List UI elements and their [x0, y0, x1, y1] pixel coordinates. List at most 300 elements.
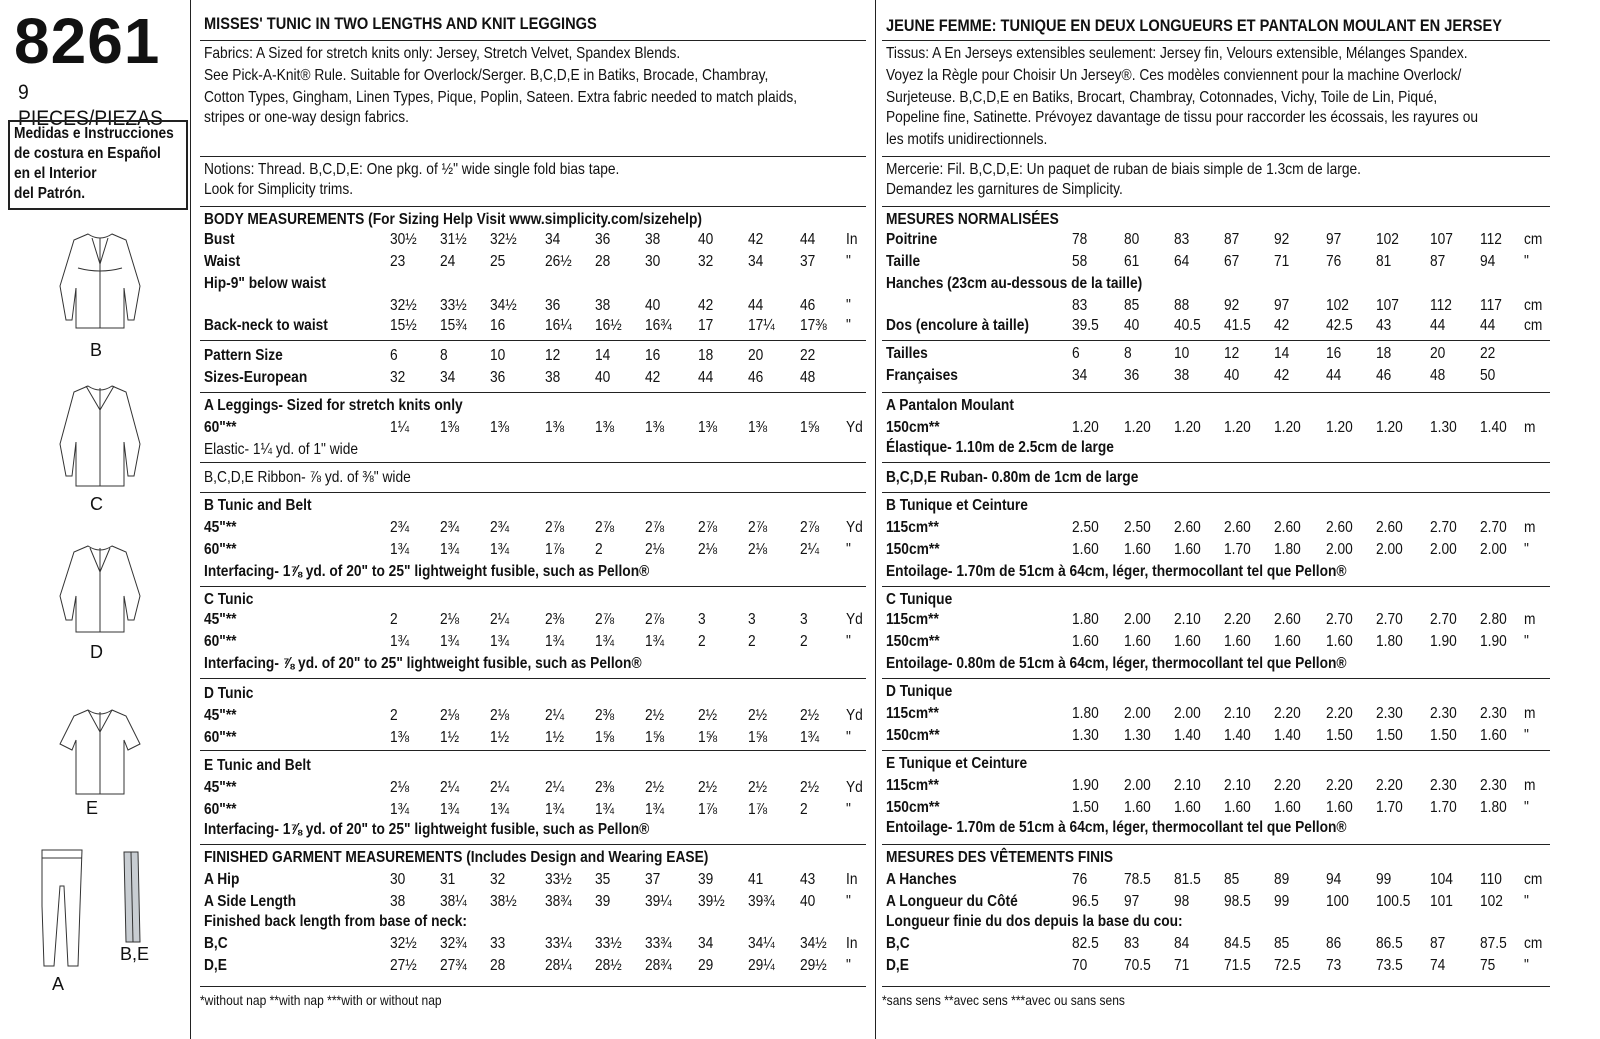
table-cell: 44	[1480, 317, 1496, 334]
table-cell: 89	[1274, 871, 1290, 888]
table-cell: 12	[1224, 345, 1240, 362]
pieces-count: 9 PIECES/PIEZAS	[18, 81, 163, 130]
table-cell: 2.70	[1326, 611, 1353, 628]
spanish-instructions-box	[8, 120, 188, 210]
table-cell: 1¾	[390, 633, 410, 650]
table-cell: 101	[1430, 893, 1453, 910]
table-cell: 1.90	[1072, 777, 1099, 794]
table-cell: 38	[645, 231, 661, 248]
table-cell: 81.5	[1174, 871, 1201, 888]
table-cell: 33½	[440, 297, 467, 314]
table-cell: 10	[1174, 345, 1190, 362]
table-cell: 71	[1174, 957, 1190, 974]
table-cell: 1.50	[1326, 727, 1353, 744]
table-cell: 2⅞	[545, 519, 565, 536]
unit-label: cm	[1524, 231, 1543, 248]
table-row	[882, 892, 1550, 912]
table-cell: 37	[645, 871, 661, 888]
table-cell: 107	[1430, 231, 1453, 248]
table-cell: 1.60	[1274, 799, 1301, 816]
table-cell: 97	[1274, 297, 1290, 314]
table-cell: 33¾	[645, 935, 672, 952]
table-cell: 38	[595, 297, 611, 314]
table-cell: 99	[1274, 893, 1290, 910]
unit-label: "	[846, 729, 851, 746]
fr-e-title: E Tunique et Ceinture	[886, 755, 1028, 772]
row-label: A Side Length	[204, 893, 296, 910]
table-cell: 28½	[595, 957, 622, 974]
table-cell: 2.20	[1224, 611, 1251, 628]
view-e-label: E	[86, 798, 99, 818]
table-cell: 2.30	[1376, 705, 1403, 722]
table-cell: 1¾	[390, 801, 410, 818]
table-cell: 1.60	[1124, 799, 1151, 816]
table-cell: 34¼	[748, 935, 775, 952]
fr-c-interfacing: Entoilage- 0.80m de 51cm à 64cm, léger, thermocollant tel que Pellon®	[886, 655, 1347, 672]
table-cell: 1.40	[1274, 727, 1301, 744]
fr-ribbon: B,C,D,E Ruban- 0.80m de 1cm de large	[886, 469, 1139, 486]
view-d-label: D	[90, 642, 103, 662]
table-cell: 87	[1430, 935, 1446, 952]
table-cell: 8	[1124, 345, 1132, 362]
spanish-line-3: en el Interior	[14, 165, 97, 182]
table-cell: 2.00	[1174, 705, 1201, 722]
table-cell: 2½	[748, 779, 768, 796]
table-cell: 84	[1174, 935, 1190, 952]
en-title: MISSES' TUNIC IN TWO LENGTHS AND KNIT LEGGINGS	[204, 14, 597, 33]
table-cell: 81	[1376, 253, 1392, 270]
table-cell: 61	[1124, 253, 1140, 270]
table-cell: 14	[1274, 345, 1290, 362]
table-cell: 2¼	[800, 541, 820, 558]
table-cell: 16¾	[645, 317, 672, 334]
table-cell: 2.20	[1274, 777, 1301, 794]
table-cell: 22	[800, 347, 816, 364]
table-cell: 1⅜	[440, 419, 460, 436]
table-cell: 44	[800, 231, 816, 248]
table-cell: 16	[1326, 345, 1342, 362]
table-cell: 2.00	[1430, 541, 1457, 558]
table-cell: 30	[645, 253, 661, 270]
table-cell: 38½	[490, 893, 517, 910]
table-cell: 33¼	[545, 935, 572, 952]
table-cell: 92	[1274, 231, 1290, 248]
table-cell: 32½	[490, 231, 517, 248]
table-row	[882, 610, 1550, 630]
table-cell: 39	[698, 871, 714, 888]
table-cell: 3	[748, 611, 756, 628]
table-cell: 1⅜	[545, 419, 565, 436]
table-cell: 2	[390, 611, 398, 628]
table-cell: 2½	[800, 779, 820, 796]
table-cell: 18	[1376, 345, 1392, 362]
view-be-belt-sketch	[120, 850, 144, 946]
table-cell: 76	[1326, 253, 1342, 270]
table-row	[882, 798, 1550, 818]
fr-title: JEUNE FEMME: TUNIQUE EN DEUX LONGUEURS ET PANTALON MOULANT EN JERSEY	[886, 16, 1502, 35]
unit-label: "	[1524, 541, 1529, 558]
table-cell: 46	[1376, 367, 1392, 384]
fr-notions-2: Demandez les garnitures de Simplicity.	[886, 181, 1123, 198]
table-cell: 1.50	[1072, 799, 1099, 816]
table-cell: 40	[1224, 367, 1240, 384]
table-row	[882, 344, 1550, 364]
table-cell: 2.60	[1376, 519, 1403, 536]
table-cell: 41	[748, 871, 764, 888]
en-body-table	[200, 230, 866, 342]
fr-body-table	[882, 230, 1550, 342]
table-cell: 1.60	[1326, 633, 1353, 650]
table-cell: 1.60	[1224, 633, 1251, 650]
unit-label: "	[846, 541, 851, 558]
table-row	[200, 540, 866, 560]
table-cell: 84.5	[1224, 935, 1251, 952]
table-cell: 1.70	[1224, 541, 1251, 558]
table-cell: 1⅝	[645, 729, 665, 746]
table-cell: 86.5	[1376, 935, 1403, 952]
table-cell: 43	[1376, 317, 1392, 334]
table-cell: 1¾	[440, 801, 460, 818]
table-cell: 1⅜	[490, 419, 510, 436]
table-cell: 41.5	[1224, 317, 1251, 334]
unit-label: Yd	[846, 611, 863, 628]
table-cell: 30	[390, 871, 406, 888]
fr-fabrics-5: les motifs unidirectionnels.	[886, 131, 1048, 148]
table-cell: 2.60	[1274, 519, 1301, 536]
table-cell: 67	[1224, 253, 1240, 270]
table-cell: 2.60	[1326, 519, 1353, 536]
table-cell: 2.00	[1480, 541, 1507, 558]
table-cell: 1½	[545, 729, 565, 746]
row-label: 150cm**	[886, 799, 940, 816]
table-cell: 33½	[595, 935, 622, 952]
table-cell: 72.5	[1274, 957, 1301, 974]
table-cell: 1⅜	[595, 419, 615, 436]
table-cell: 2.10	[1224, 777, 1251, 794]
table-cell: 71.5	[1224, 957, 1251, 974]
table-cell: 1.90	[1480, 633, 1507, 650]
table-cell: 33½	[545, 871, 572, 888]
table-cell: 40	[800, 893, 816, 910]
table-cell: 12	[545, 347, 561, 364]
table-cell: 102	[1326, 297, 1349, 314]
unit-label: m	[1524, 419, 1536, 436]
table-cell: 2½	[645, 707, 665, 724]
table-cell: 20	[1430, 345, 1446, 362]
en-a-leggings-title: A Leggings- Sized for stretch knits only	[204, 397, 463, 414]
table-cell: 2	[800, 801, 808, 818]
en-c-title: C Tunic	[204, 591, 254, 608]
unit-label: "	[846, 317, 851, 334]
table-cell: 10	[490, 347, 506, 364]
table-cell: 2.20	[1274, 705, 1301, 722]
table-cell: 2½	[800, 707, 820, 724]
spanish-line-4: del Patrón.	[14, 185, 86, 202]
table-cell: 23	[390, 253, 406, 270]
table-cell: 40.5	[1174, 317, 1201, 334]
fr-e-interfacing: Entoilage- 1.70m de 51cm à 64cm, léger, thermocollant tel que Pellon®	[886, 819, 1347, 836]
unit-label: Yd	[846, 419, 863, 436]
en-footnote: *without nap **with nap ***with or without nap	[200, 992, 442, 1008]
table-cell: 117	[1480, 297, 1502, 314]
row-label: Back-neck to waist	[204, 317, 328, 334]
table-cell: 87	[1430, 253, 1446, 270]
unit-label: "	[1524, 957, 1529, 974]
left-strip	[0, 0, 190, 1039]
table-cell: 2.70	[1430, 519, 1457, 536]
table-cell: 31½	[440, 231, 467, 248]
table-cell: 39	[595, 893, 611, 910]
table-row	[200, 316, 866, 336]
table-cell: 15½	[390, 317, 417, 334]
table-cell: 2	[595, 541, 603, 558]
table-row	[882, 632, 1550, 652]
table-row	[200, 632, 866, 652]
en-c-interfacing: Interfacing- ⅞ yd. of 20" to 25" lightweight fusible, such as Pellon®	[204, 655, 642, 672]
table-cell: 1¾	[545, 633, 565, 650]
table-cell: 2	[698, 633, 706, 650]
unit-label: cm	[1524, 317, 1543, 334]
en-fabrics-3: Cotton Types, Gingham, Linen Types, Pique, Poplin, Sateen. Extra fabric needed to match plaids,	[204, 89, 798, 106]
table-row	[200, 418, 866, 438]
unit-label: In	[846, 871, 858, 888]
table-cell: 1¾	[595, 801, 615, 818]
table-cell: 16	[645, 347, 661, 364]
table-cell: 32	[698, 253, 714, 270]
table-cell: 42	[645, 369, 661, 386]
table-cell: 2⅛	[645, 541, 665, 558]
fr-size-table	[882, 344, 1550, 388]
table-cell: 87	[1224, 231, 1240, 248]
en-e-interfacing: Interfacing- 1⅞ yd. of 20" to 25" lightweight fusible, such as Pellon®	[204, 821, 650, 838]
table-cell: 1.60	[1174, 633, 1201, 650]
unit-label: m	[1524, 777, 1536, 794]
table-cell: 1¾	[595, 633, 615, 650]
table-cell: 1¾	[490, 801, 510, 818]
table-cell: 64	[1174, 253, 1190, 270]
fr-footnote: *sans sens **avec sens ***avec ou sans sens	[882, 992, 1125, 1008]
unit-label: In	[846, 935, 858, 952]
en-notions-1: Notions: Thread. B,C,D,E: One pkg. of ½" wide single fold bias tape.	[204, 161, 620, 178]
unit-label: "	[846, 297, 851, 314]
table-row	[200, 870, 866, 890]
table-cell: 110	[1480, 871, 1502, 888]
row-label: 115cm**	[886, 611, 939, 628]
table-cell: 2.00	[1124, 611, 1151, 628]
table-cell: 1.20	[1124, 419, 1151, 436]
table-cell: 34	[440, 369, 456, 386]
table-cell: 2¼	[545, 779, 565, 796]
table-cell: 32½	[390, 297, 417, 314]
table-cell: 1.50	[1430, 727, 1457, 744]
table-cell: 28	[490, 957, 506, 974]
fr-b-interfacing: Entoilage- 1.70m de 51cm à 64cm, léger, thermocollant tel que Pellon®	[886, 563, 1347, 580]
table-cell: 36	[490, 369, 506, 386]
table-cell: 1¾	[490, 541, 510, 558]
table-cell: 97	[1124, 893, 1140, 910]
table-cell: 2.70	[1376, 611, 1403, 628]
row-label: Hanches (23cm au-dessous de la taille)	[886, 275, 1143, 292]
table-cell: 1½	[440, 729, 460, 746]
table-cell: 2¼	[440, 779, 460, 796]
table-cell: 2½	[698, 779, 718, 796]
table-cell: 2.70	[1430, 611, 1457, 628]
table-cell: 1.60	[1124, 541, 1151, 558]
table-cell: 48	[1430, 367, 1446, 384]
table-cell: 36	[595, 231, 611, 248]
row-label: Pattern Size	[204, 347, 283, 364]
table-cell: 1¾	[645, 633, 665, 650]
unit-label: "	[1524, 799, 1529, 816]
row-label: 115cm**	[886, 519, 939, 536]
table-row	[200, 296, 866, 316]
table-cell: 74	[1430, 957, 1446, 974]
table-cell: 2.00	[1376, 541, 1403, 558]
table-row	[200, 956, 866, 976]
table-cell: 2.00	[1326, 541, 1353, 558]
table-cell: 42	[1274, 367, 1290, 384]
unit-label: Yd	[846, 707, 863, 724]
row-label: 150cm**	[886, 633, 940, 650]
view-c-tunic-sketch	[52, 380, 148, 492]
table-cell: 48	[800, 369, 816, 386]
unit-label: "	[846, 957, 851, 974]
table-cell: 112	[1430, 297, 1452, 314]
unit-label: cm	[1524, 871, 1543, 888]
table-cell: 16¼	[545, 317, 572, 334]
table-cell: 8	[440, 347, 448, 364]
table-cell: 37	[800, 253, 816, 270]
table-cell: 26½	[545, 253, 572, 270]
table-cell: 100	[1326, 893, 1349, 910]
english-panel	[200, 0, 866, 1039]
unit-label: cm	[1524, 935, 1543, 952]
en-b-title: B Tunic and Belt	[204, 497, 312, 514]
row-label: Hip-9" below waist	[204, 275, 326, 292]
row-label: 150cm**	[886, 727, 940, 744]
table-cell: 42.5	[1326, 317, 1353, 334]
table-row	[882, 316, 1550, 336]
table-cell: 2.70	[1480, 519, 1507, 536]
table-row	[200, 706, 866, 726]
table-cell: 1.50	[1376, 727, 1403, 744]
table-cell: 42	[698, 297, 714, 314]
table-cell: 2.30	[1430, 777, 1457, 794]
table-cell: 83	[1124, 935, 1140, 952]
table-cell: 39½	[698, 893, 725, 910]
en-size-table	[200, 346, 866, 390]
table-row	[200, 230, 866, 250]
table-row	[882, 956, 1550, 976]
fr-finished-back: Longueur finie du dos depuis la base du cou:	[886, 913, 1183, 930]
table-cell: 1¾	[645, 801, 665, 818]
en-e-title: E Tunic and Belt	[204, 757, 311, 774]
table-row	[882, 870, 1550, 890]
french-panel	[882, 0, 1550, 1039]
table-cell: 82.5	[1072, 935, 1099, 952]
table-cell: 31	[440, 871, 456, 888]
table-cell: 40	[645, 297, 661, 314]
table-cell: 1.30	[1124, 727, 1151, 744]
view-a-leggings-sketch	[34, 846, 90, 972]
table-cell: 83	[1174, 231, 1190, 248]
fr-notions-1: Mercerie: Fil. B,C,D,E: Un paquet de ruban de biais simple de 1.3cm de large.	[886, 161, 1361, 178]
en-fabrics-1: Fabrics: A Sized for stretch knits only: Jersey, Stretch Velvet, Spandex Blends.	[204, 45, 681, 62]
table-cell: 1.80	[1072, 611, 1099, 628]
row-label: D,E	[204, 957, 227, 974]
table-cell: 1¾	[490, 633, 510, 650]
table-cell: 2⅜	[545, 611, 565, 628]
table-row	[882, 934, 1550, 954]
table-cell: 32½	[390, 935, 417, 952]
table-cell: 1.20	[1174, 419, 1201, 436]
table-cell: 39¼	[645, 893, 672, 910]
table-cell: 28¼	[545, 957, 572, 974]
table-cell: 38¾	[545, 893, 572, 910]
en-b-interfacing: Interfacing- 1⅞ yd. of 20" to 25" lightweight fusible, such as Pellon®	[204, 563, 650, 580]
unit-label: m	[1524, 611, 1536, 628]
table-cell: 50	[1480, 367, 1496, 384]
table-cell: 87.5	[1480, 935, 1507, 952]
unit-label: "	[1524, 253, 1529, 270]
row-label: 150cm**	[886, 419, 940, 436]
table-cell: 2⅛	[490, 707, 510, 724]
row-label: 45"**	[204, 611, 237, 628]
table-cell: 2.00	[1124, 777, 1151, 794]
fr-d-title: D Tunique	[886, 683, 953, 700]
table-cell: 86	[1326, 935, 1342, 952]
table-cell: 2¼	[490, 779, 510, 796]
table-cell: 17⅜	[800, 317, 827, 334]
table-cell: 1.60	[1174, 799, 1201, 816]
table-cell: 78	[1072, 231, 1088, 248]
table-cell: 2.60	[1174, 519, 1201, 536]
table-cell: 85	[1274, 935, 1290, 952]
row-label: B,C	[204, 935, 228, 952]
table-cell: 2⅛	[390, 779, 410, 796]
table-cell: 1.80	[1274, 541, 1301, 558]
table-row	[882, 418, 1550, 438]
table-cell: 1⅝	[748, 729, 768, 746]
table-cell: 98.5	[1224, 893, 1251, 910]
table-cell: 2⅞	[595, 519, 615, 536]
table-cell: 1¾	[545, 801, 565, 818]
table-row	[882, 704, 1550, 724]
table-cell: 32	[390, 369, 406, 386]
table-cell: 1.20	[1274, 419, 1301, 436]
table-cell: 1⅝	[595, 729, 615, 746]
table-cell: 42	[748, 231, 764, 248]
table-cell: 2½	[645, 779, 665, 796]
en-finished-header: FINISHED GARMENT MEASUREMENTS (Includes Design and Wearing EASE)	[204, 849, 709, 866]
row-label: Poitrine	[886, 231, 938, 248]
table-cell: 2⅛	[748, 541, 768, 558]
table-cell: 1.20	[1224, 419, 1251, 436]
table-cell: 1.20	[1072, 419, 1099, 436]
en-ribbon: B,C,D,E Ribbon- ⅞ yd. of ⅜" wide	[204, 469, 411, 486]
table-cell: 40	[698, 231, 714, 248]
fr-body-measurements-header: MESURES NORMALISÉES	[886, 211, 1059, 228]
table-cell: 33	[490, 935, 506, 952]
table-cell: 100.5	[1376, 893, 1411, 910]
table-cell: 46	[748, 369, 764, 386]
table-cell: 102	[1376, 231, 1399, 248]
unit-label: "	[846, 253, 851, 270]
table-cell: 2⅛	[440, 611, 460, 628]
row-label: A Longueur du Côté	[886, 893, 1018, 910]
table-cell: 2.60	[1224, 519, 1251, 536]
table-cell: 2.20	[1376, 777, 1403, 794]
